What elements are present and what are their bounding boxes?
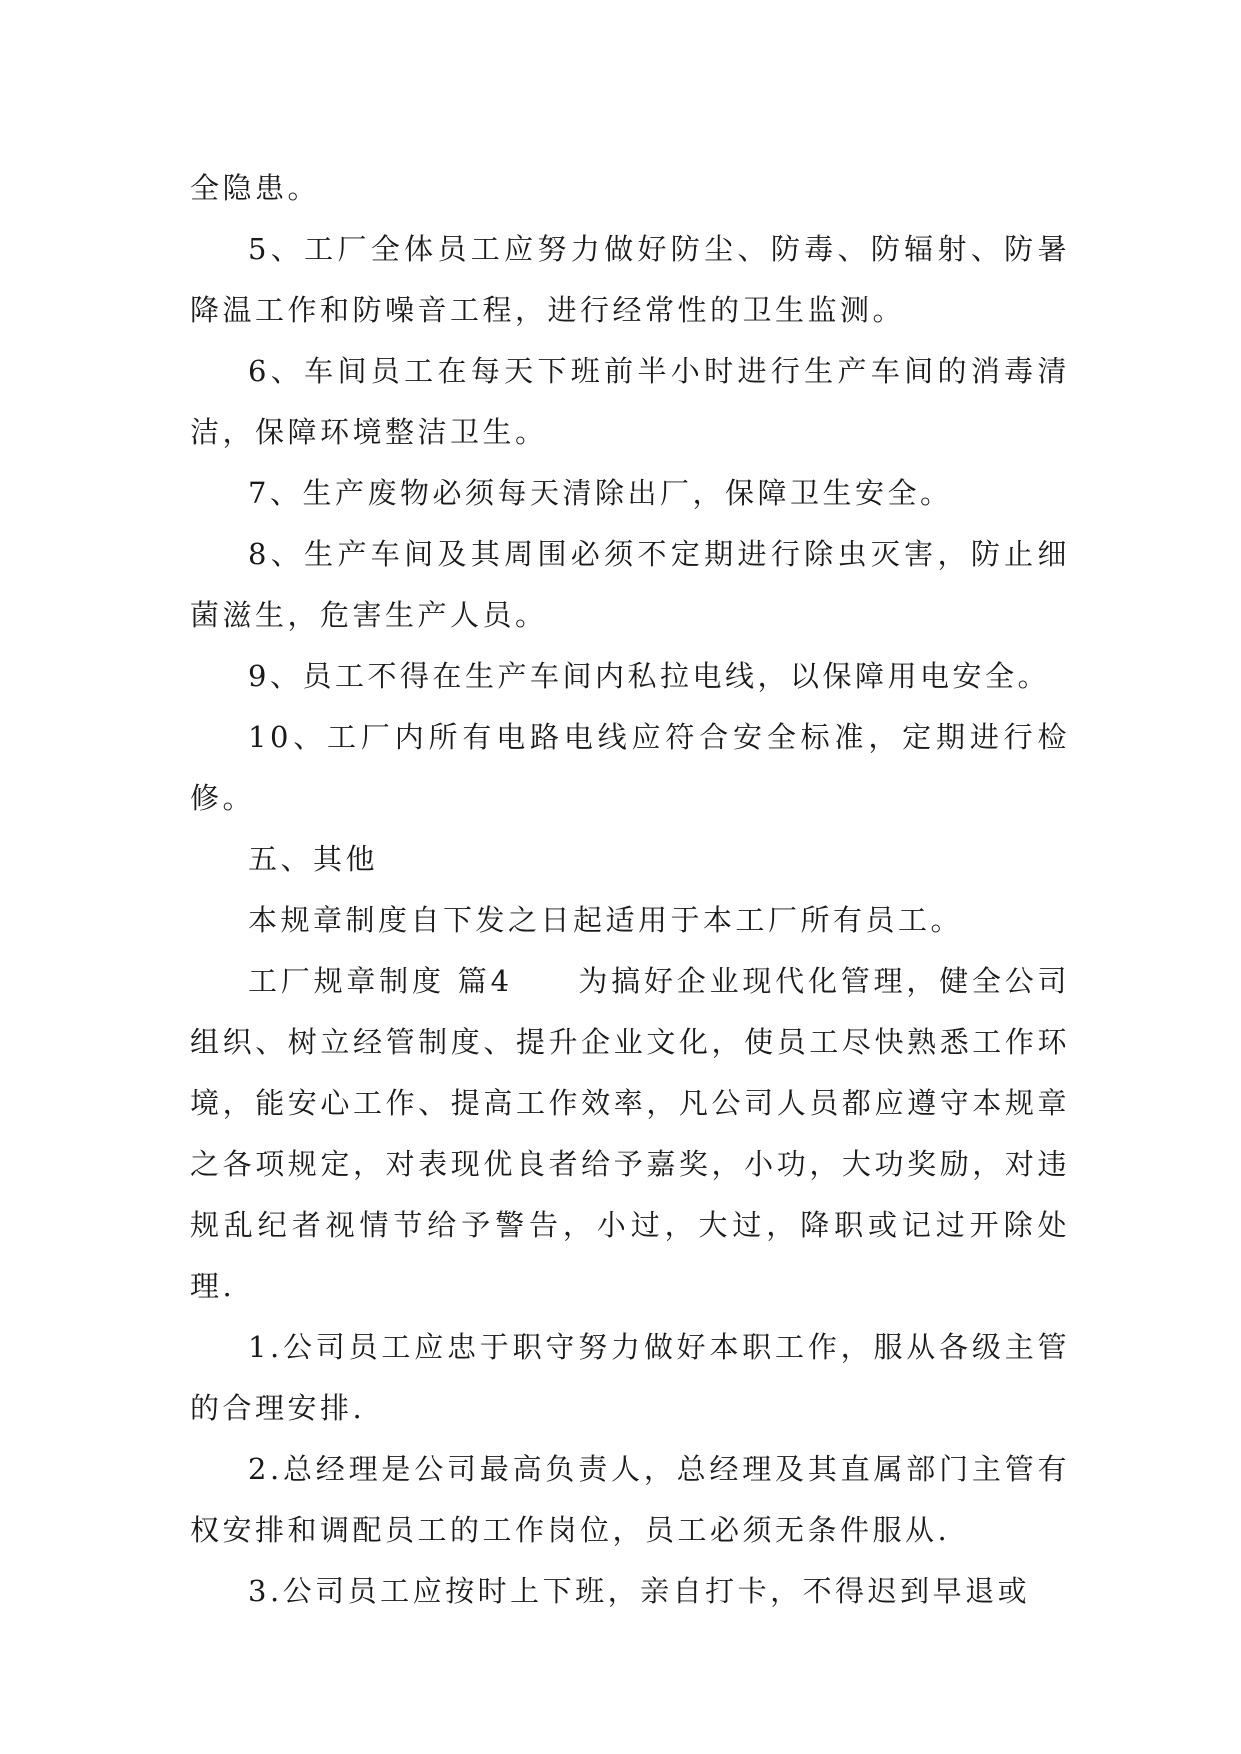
paragraph-item-7: 7、生产废物必须每天清除出厂，保障卫生安全。	[248, 476, 953, 510]
paragraph-article-4-intro: 工厂规章制度 篇4 为搞好企业现代化管理，健全公司组织、树立经管制度、提升企业文化，使员工尽快熟悉工作环境，能安心工作、提高工作效率，凡公司人员都应遵守本规章之各项规定，对表现优良者给予嘉奖，小功，大功奖励，对违规乱纪者视情节给予警告，小过，大过，降职或记过开除处理.	[190, 964, 1070, 1303]
paragraph-rule-2: 2.总经理是公司最高负责人，总经理及其直属部门主管有权安排和调配员工的工作岗位，员工必须无条件服从.	[190, 1452, 1070, 1547]
paragraph-item-9: 9、员工不得在生产车间内私拉电线，以保障用电安全。	[248, 659, 1050, 693]
document-body	[190, 158, 1070, 1622]
paragraph-applicability: 本规章制度自下发之日起适用于本工厂所有员工。	[248, 903, 964, 937]
section-heading-other: 五、其他	[248, 842, 379, 876]
paragraph-rule-1: 1.公司员工应忠于职守努力做好本职工作，服从各级主管的合理安排.	[190, 1330, 1070, 1425]
paragraph-item-5: 5、工厂全体员工应努力做好防尘、防毒、防辐射、防暑降温工作和防噪音工程，进行经常性的卫生监测。	[190, 232, 1070, 327]
paragraph-item-6: 6、车间员工在每天下班前半小时进行生产车间的消毒清洁，保障环境整洁卫生。	[190, 354, 1070, 449]
paragraph-rule-3: 3.公司员工应按时上下班，亲自打卡，不得迟到早退或	[248, 1574, 1031, 1608]
paragraph-item-8: 8、生产车间及其周围必须不定期进行除虫灭害，防止细菌滋生，危害生产人员。	[190, 537, 1070, 632]
paragraph-continuation: 全隐患。	[190, 171, 321, 205]
paragraph-item-10: 10、工厂内所有电路电线应符合安全标准，定期进行检修。	[190, 720, 1070, 815]
